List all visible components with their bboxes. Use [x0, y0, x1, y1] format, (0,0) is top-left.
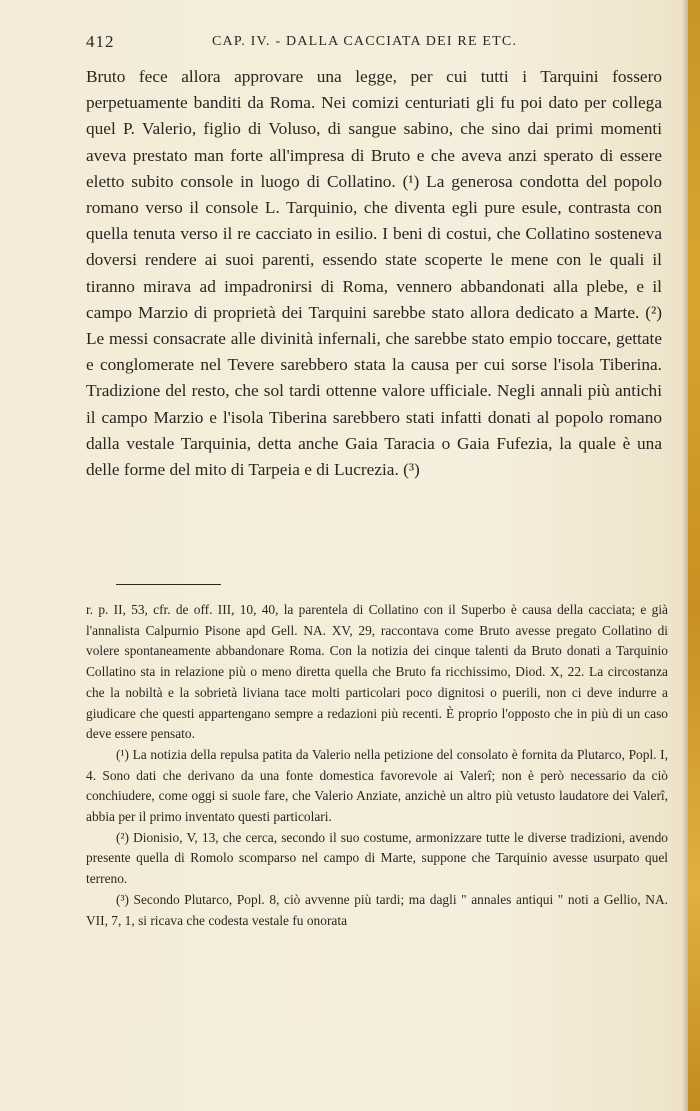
footnote-1: (¹) La notizia della repulsa patita da Valerio nella petizione del consolato è fornita da Plutarco, Popl. I, 4. Sono dati che derivano da una fonte domestica favorevole ai Valerî; non è però necessario da ciò conchiudere, come oggi si suole fare, che Valerio Anziate, anzichè un altro più vetusto laudatore dei Valerî, abbia per il primo inventato questi particolari. [86, 746, 668, 825]
main-paragraph: Bruto fece allora approvare una legge, per cui tutti i Tarquini fossero perpetuamente banditi da Roma. Nei comizi centuriati gli fu poi dato per collega quel P. Valerio, figlio di Voluso, di sangue sabino, che sino dai primi momenti aveva prestato man forte all'impresa di Bruto e che aveva anzi sperato di essere eletto subito console in luogo di Collatino. (¹) La generosa condotta del popolo romano verso il console L. Tarquinio, che diventa egli pure esule, contrasta con quella tenuta verso il re cacciato in esilio. I beni di costui, che Collatino sosteneva doversi rendere ai suoi parenti, essendo state scoperte le mene con le quali il tiranno mirava ad impadronirsi di Roma, vennero abbandonati alla plebe, e il campo Marzio di proprietà dei Tarquini sarebbe stato allora dedicato a Marte. (²) Le messi consacrate alle divinità infernali, che sarebbe stato empio toccare, gettate e conglomerate nel Tevere sarebbero stata la causa per cui sorse l'isola Tiberina. Tradizione del resto, che sol tardi ottenne valore ufficiale. Negli annali più antichi il campo Marzio e l'isola Tiberina sarebbero stati infatti donati al popolo romano dalla vestale Tarquinia, detta anche Gaia Taracia o Gaia Fufezia, la quale è una delle forme del mito di Tarpeia e di Lucrezia. (³) [86, 67, 662, 480]
footnote-separator [116, 584, 221, 585]
running-head [86, 32, 666, 54]
footnote-2: (²) Dionisio, V, 13, che cerca, secondo il suo costume, armonizzare tutte le diverse tradizioni, avendo presente quella di Romolo scomparso nel campo di Marte, suppone che Tarquinio avesse usurpato quel terreno. [86, 829, 668, 887]
footnote-3: (³) Secondo Plutarco, Popl. 8, ciò avvenne più tardi; ma dagli " annales antiqui " noti a Gellio, NA. VII, 7, 1, si ricava che codesta vestale fu onorata [86, 891, 668, 928]
gilded-page-edge [688, 0, 700, 1111]
footnotes [86, 600, 668, 931]
page-number: 412 [86, 32, 115, 51]
footnote-continuation: r. p. II, 53, cfr. de off. III, 10, 40, la parentela di Collatino con il Superbo è causa della cacciata; e già l'annalista Calpurnio Pisone apd Gell. NA. XV, 29, raccontava come Bruto avesse pregato Collatino di volere spontaneamente abbandonare Roma. Con la notizia dei cinque talenti da Bruto donati a Tarquinio Collatino sta in relazione più o meno diretta quella che Bruto fa ricchissimo, Diod. X, 22. La circostanza che la nobiltà e la sobrietà liviana tace molti particolari poco dignitosi o puerili, non ci deve indurre a giudicare che questi appartengano sempre a redazioni più recenti. È proprio l'opposto che in più di un caso deve essere pensato. [86, 602, 668, 742]
running-title: CAP. IV. - DALLA CACCIATA DEI RE ETC. [212, 34, 518, 49]
